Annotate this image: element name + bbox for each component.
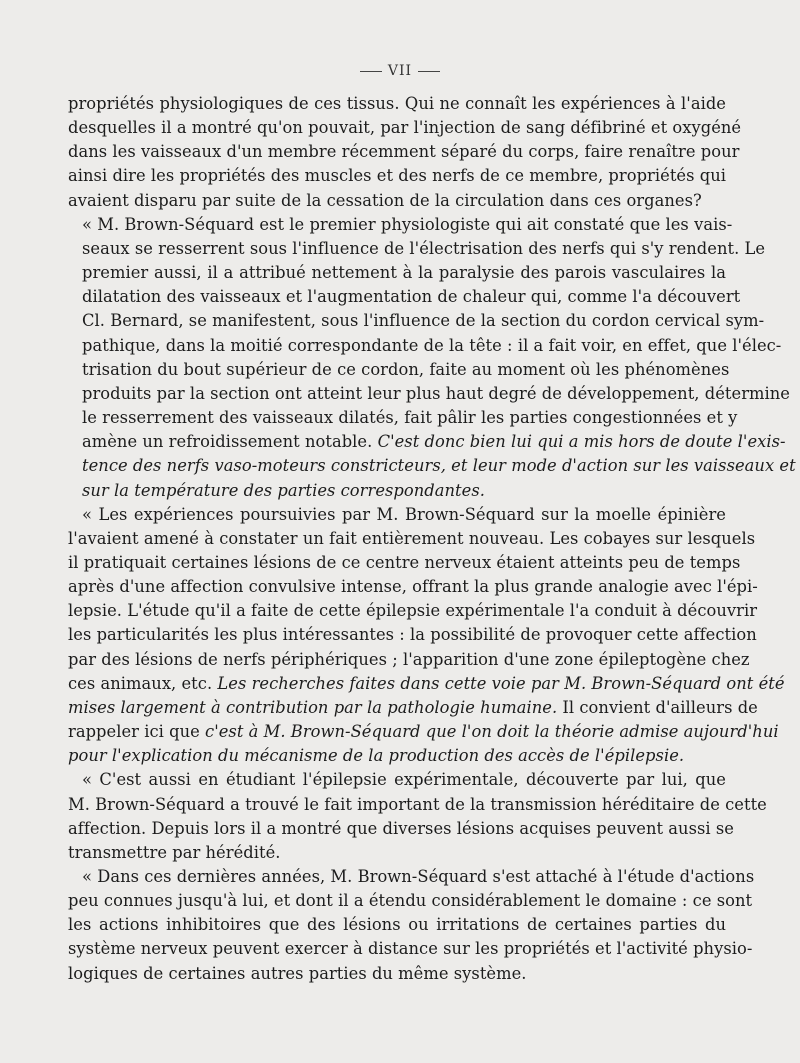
text-line: peu connues jusqu'à lui, et dont il a étendu considérablement le domaine : ce sont xyxy=(68,891,753,911)
paragraph xyxy=(68,92,742,213)
page-number: VII xyxy=(387,63,413,79)
text-line: premier aussi, il a attribué nettement à la paralysie des parois vasculaires la xyxy=(82,263,726,283)
header-rule-right xyxy=(418,71,440,72)
text-line xyxy=(68,430,786,454)
text-line: seaux se resserrent sous l'influence de l'électrisation des nerfs qui s'y rendent. Le xyxy=(82,238,766,258)
text-line: les actions inhibitoires que des lésions ou irritations de certaines parties du xyxy=(68,915,726,935)
text-line: par des lésions de nerfs périphériques ; l'apparition d'une zone épileptogène chez xyxy=(68,649,750,669)
text-line: après d'une affection convulsive intense, offrant la plus grande analogie avec l'épi- xyxy=(68,577,758,597)
text-line: transmettre par hérédité. xyxy=(68,842,281,862)
text-run: ces animaux, etc. xyxy=(68,673,218,693)
text-run: amène un refroidissement notable. xyxy=(82,432,378,452)
text-line: « Dans ces dernières années, M. Brown-Séquard s'est attaché à l'étude d'actions xyxy=(82,867,755,886)
text-line: il pratiquait certaines lésions de ce centre nerveux étaient atteints peu de temps xyxy=(68,552,741,572)
italic-text: tence des nerfs vaso-moteurs constricteurs, et leur mode d'action sur les vaisseaux et xyxy=(82,456,796,476)
body-text xyxy=(68,92,796,986)
text-line: affection. Depuis lors il a montré que diverses lésions acquises peuvent aussi se xyxy=(68,818,734,838)
text-line: Cl. Bernard, se manifestent, sous l'influence de la section du cordon cervical sym- xyxy=(82,311,765,331)
text-line: l'avaient amené à constater un fait entièrement nouveau. Les cobayes sur lesquels xyxy=(68,528,756,548)
text-line xyxy=(68,696,758,720)
text-line: dilatation des vaisseaux et l'augmentation de chaleur qui, comme l'a découvert xyxy=(82,287,741,307)
text-line: dans les vaisseaux d'un membre récemment séparé du corps, faire renaître pour xyxy=(68,142,740,162)
page-header xyxy=(0,63,800,79)
text-line xyxy=(68,672,785,696)
text-run: Il convient d'ailleurs de xyxy=(557,697,758,717)
text-line: pathique, dans la moitié correspondante de la tête : il a fait voir, en effet, que l'élec- xyxy=(82,335,782,355)
text-line: lepsie. L'étude qu'il a faite de cette épilepsie expérimentale l'a conduit à découvrir xyxy=(68,601,758,621)
header-rule-left xyxy=(360,71,382,72)
text-line xyxy=(68,479,726,503)
italic-text: c'est à M. Brown-Séquard que l'on doit la théorie admise aujourd'hui xyxy=(205,722,779,742)
text-line: « M. Brown-Séquard est le premier physiologiste qui ait constaté que les vais- xyxy=(82,214,733,234)
text-line: système nerveux peuvent exercer à distance sur les propriétés et l'activité physio- xyxy=(68,939,753,959)
paragraph xyxy=(68,503,785,769)
italic-text: mises largement à contribution par la pathologie humaine. xyxy=(68,697,558,717)
text-line: le resserrement des vaisseaux dilatés, fait pâlir les parties congestionnées et y xyxy=(82,408,738,428)
text-line: trisation du bout supérieur de ce cordon, faite au moment où les phénomènes xyxy=(82,359,730,379)
paragraph xyxy=(68,865,755,986)
text-line: desquelles il a montré qu'on pouvait, par l'injection de sang défibriné et oxygéné xyxy=(68,118,742,138)
text-line: logiques de certaines autres parties du même système. xyxy=(68,963,527,983)
italic-text: C'est donc bien lui qui a mis hors de doute l'exis- xyxy=(377,432,786,452)
paragraph xyxy=(68,768,767,865)
italic-text: pour l'explication du mécanisme de la production des accès de l'épilepsie. xyxy=(68,746,685,766)
text-line: les particularités les plus intéressantes : la possibilité de provoquer cette affection xyxy=(68,625,757,645)
italic-text: sur la température des parties correspondantes. xyxy=(82,480,485,500)
italic-text: Les recherches faites dans cette voie par M. Brown-Séquard ont été xyxy=(217,673,785,693)
text-line xyxy=(68,454,796,478)
text-line: M. Brown-Séquard a trouvé le fait important de la transmission héréditaire de cette xyxy=(68,794,767,814)
text-line: avaient disparu par suite de la cessation de la circulation dans ces organes? xyxy=(68,190,702,210)
text-line: « Les expériences poursuivies par M. Brown-Séquard sur la moelle épinière xyxy=(82,504,726,524)
text-line xyxy=(68,720,779,744)
text-line: ainsi dire les propriétés des muscles et des nerfs de ce membre, propriétés qui xyxy=(68,166,726,186)
text-line: produits par la section ont atteint leur plus haut degré de développement, détermine xyxy=(82,383,790,403)
text-run: rappeler ici que xyxy=(68,722,206,742)
text-line: « C'est aussi en étudiant l'épilepsie expérimentale, découverte par lui, que xyxy=(82,770,726,790)
text-line: propriétés physiologiques de ces tissus. Qui ne connaît les expériences à l'aide xyxy=(68,94,726,113)
paragraph xyxy=(68,213,796,503)
text-line xyxy=(68,744,726,768)
